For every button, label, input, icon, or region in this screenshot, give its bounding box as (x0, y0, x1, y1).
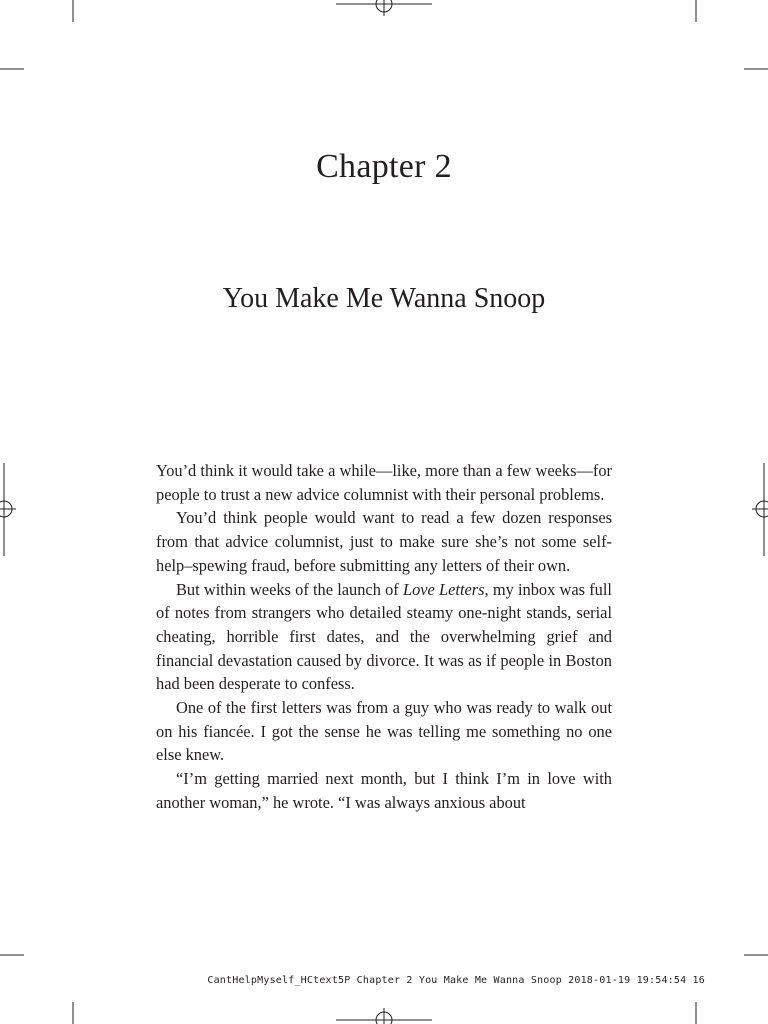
paragraph-text: One of the first letters was from a guy who was ready to walk out on his fiancée. I got the sense he was telling me something no one else knew. (156, 698, 612, 765)
paragraph-text: “I’m getting married next month, but I think I’m in love with another woman,” he wrote. “I was always anxious about (156, 769, 612, 812)
paragraph (156, 696, 612, 767)
registration-mark-right (752, 463, 768, 556)
body-text (156, 459, 612, 815)
registration-mark-top (336, 0, 432, 16)
chapter-number: Chapter 2 (316, 148, 452, 185)
paragraph-text: You’d think it would take a while—like, more than a few weeks—for people to trust a new advice columnist with their personal problems. (156, 461, 612, 504)
paragraph-text: , my inbox was full of notes from strangers who detailed steamy one-night stands, serial cheating, horrible first dates, and the overwhelming grief and financial devastation caused by divorce. It was as if people in Boston had been desperate to confess. (156, 579, 612, 694)
slug-line: CantHelpMyself_HCtext5P Chapter 2 You Make Me Wanna Snoop 2018-01-19 19:54:54 16 (207, 975, 705, 986)
paragraph-text: But within weeks of the launch of (176, 579, 403, 599)
paragraph (156, 767, 612, 814)
registration-mark-left (0, 463, 16, 556)
registration-mark-bottom (336, 1008, 432, 1024)
paragraph (156, 506, 612, 577)
paragraph (156, 459, 612, 506)
paragraph (156, 578, 612, 697)
paragraph-text: You’d think people would want to read a few dozen responses from that advice columnist, just to make sure she’s not some self-help–spewing fraud, before submitting any letters of their own. (156, 508, 612, 575)
chapter-title: You Make Me Wanna Snoop (222, 283, 546, 314)
italic-text: Love Letters (402, 579, 485, 599)
